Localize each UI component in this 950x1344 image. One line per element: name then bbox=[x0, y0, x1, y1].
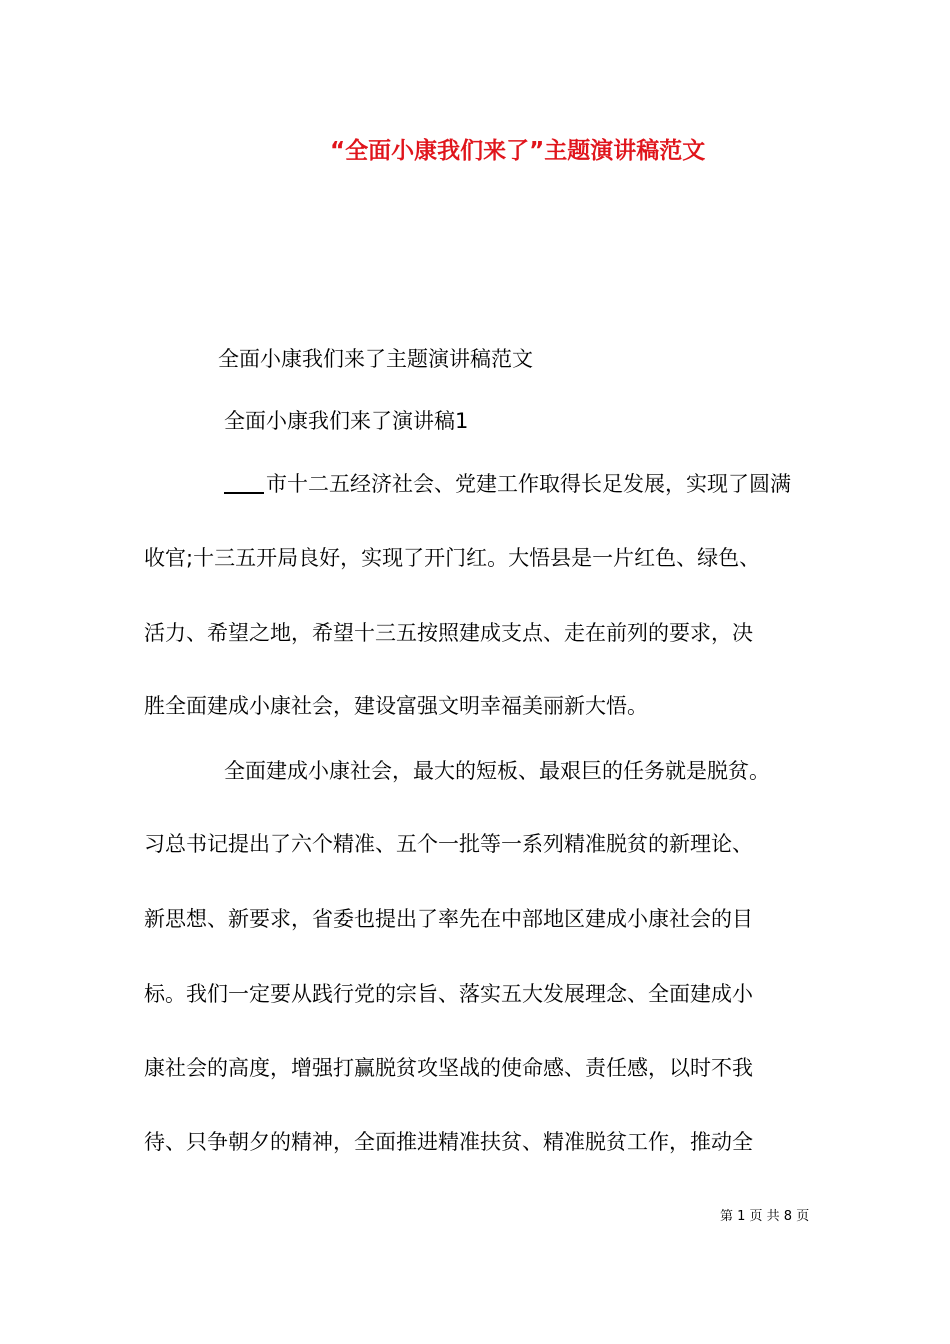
document-title: “全面小康我们来了”主题演讲稿范文 bbox=[330, 138, 706, 164]
paragraph-1-line-1-text: 市十二五经济社会、党建工作取得长足发展，实现了圆满 bbox=[266, 472, 791, 496]
paragraph-2-line-2: 习总书记提出了六个精准、五个一批等一系列精准脱贫的新理论、 bbox=[144, 832, 753, 856]
heading: 全面小康我们来了主题演讲稿范文 bbox=[218, 347, 533, 371]
paragraph-2-line-5: 康社会的高度，增强打赢脱贫攻坚战的使命感、责任感，以时不我 bbox=[144, 1056, 753, 1080]
paragraph-2-line-6: 待、只争朝夕的精神，全面推进精准扶贫、精准脱贫工作，推动全 bbox=[144, 1130, 753, 1154]
paragraph-2-line-3: 新思想、新要求，省委也提出了率先在中部地区建成小康社会的目 bbox=[144, 907, 753, 931]
paragraph-2-line-4: 标。我们一定要从践行党的宗旨、落实五大发展理念、全面建成小 bbox=[144, 982, 753, 1006]
fill-in-blank bbox=[224, 470, 264, 494]
paragraph-1-line-3: 活力、希望之地，希望十三五按照建成支点、走在前列的要求，决 bbox=[144, 621, 753, 645]
subheading: 全面小康我们来了演讲稿1 bbox=[224, 409, 469, 433]
page-footer: 第 1 页 共 8 页 bbox=[720, 1209, 810, 1224]
paragraph-1-line-2: 收官;十三五开局良好，实现了开门红。大悟县是一片红色、绿色、 bbox=[144, 546, 761, 570]
paragraph-1-line-4: 胜全面建成小康社会，建设富强文明幸福美丽新大悟。 bbox=[144, 694, 648, 718]
paragraph-1-line-1 bbox=[224, 468, 894, 500]
paragraph-2-line-1: 全面建成小康社会，最大的短板、最艰巨的任务就是脱贫。 bbox=[224, 759, 770, 783]
